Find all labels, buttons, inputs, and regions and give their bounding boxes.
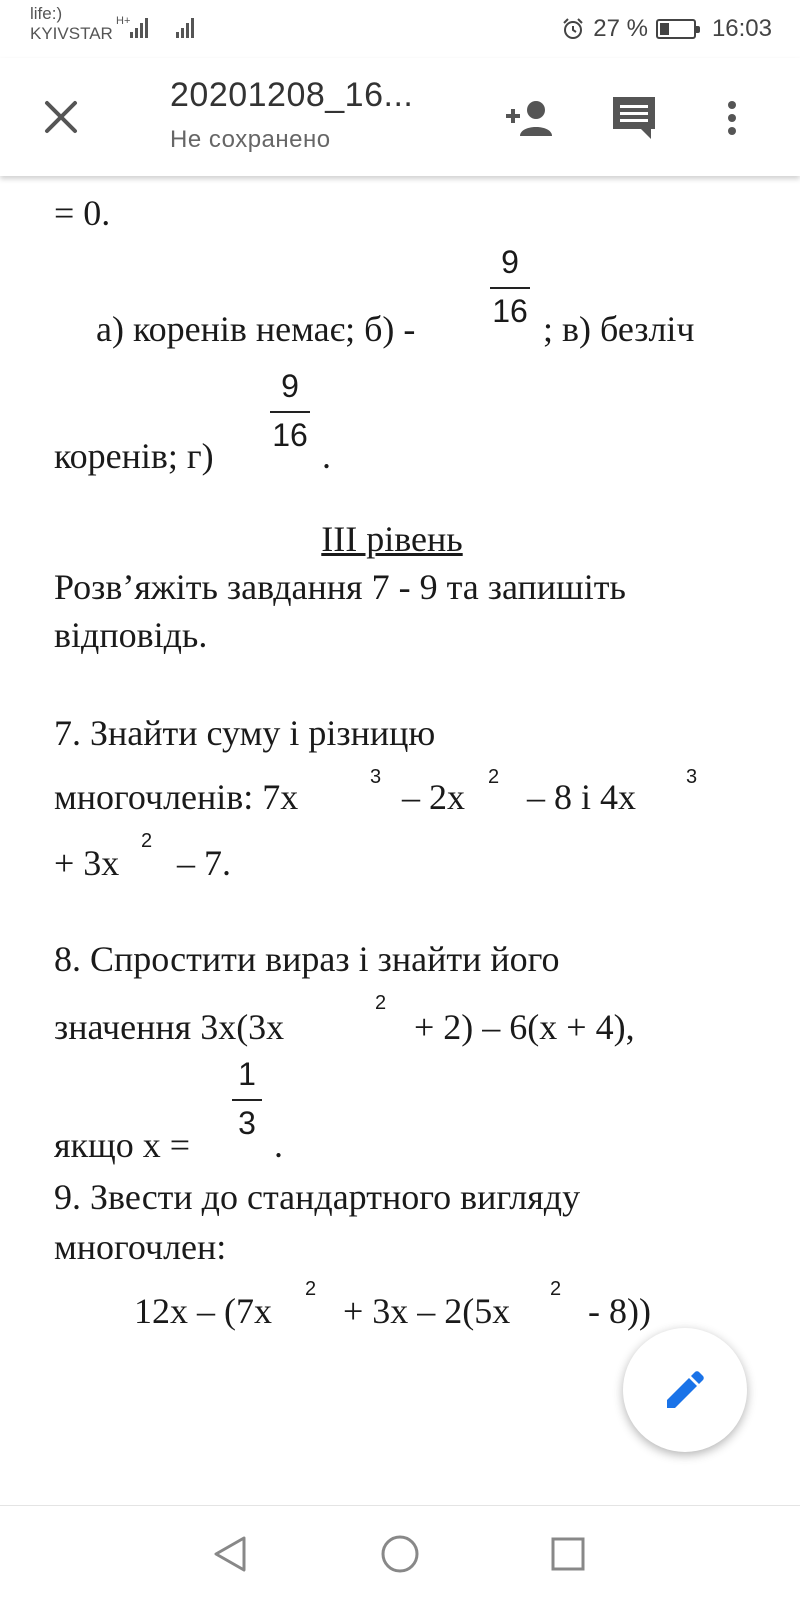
share-button[interactable]: [500, 88, 560, 148]
home-button[interactable]: [370, 1524, 430, 1584]
q8-fraction: [232, 1056, 262, 1142]
q7-l3-part-a: + 3х: [54, 843, 120, 883]
q9-l3-exponent-1: 2: [305, 1278, 317, 1300]
back-button[interactable]: [200, 1524, 260, 1584]
system-nav-bar: [0, 1505, 800, 1601]
q9-line2: многочлен:: [54, 1227, 227, 1267]
back-triangle-icon: [212, 1535, 248, 1573]
q7-line1: 7. Знайти суму і різницю: [54, 713, 436, 753]
q7-l3-exponent: 2: [141, 830, 153, 852]
more-options-button[interactable]: [712, 88, 752, 148]
frac-numerator: 9: [281, 368, 299, 404]
add-person-icon: [504, 98, 556, 138]
q6-option-a: а) коренів немає; б) -: [96, 309, 416, 349]
battery-percent: 27 %: [593, 15, 648, 42]
frac-numerator: 1: [238, 1056, 256, 1092]
q8-l2-part-a: значення 3х(3х: [54, 1007, 285, 1047]
network-type-label: H+: [116, 15, 131, 27]
level-instruction-1: Розв’яжіть завдання 7 - 9 та запишіть: [54, 567, 626, 607]
q7-l2-exponent-3: 3: [686, 766, 698, 788]
q8-l2-part-b: + 2) – 6(х + 4),: [414, 1007, 635, 1047]
q9-l3-part-b: + 3х – 2(5х: [343, 1291, 511, 1331]
app-bar: [0, 58, 800, 176]
q8-l3-part-a: якщо х =: [54, 1125, 191, 1165]
q6-option-d: коренів; г): [54, 436, 214, 476]
q8-l3-end: .: [274, 1125, 283, 1165]
save-status: Не сохранено: [170, 126, 331, 153]
frac-denominator: 16: [492, 293, 528, 329]
q7-l2-part-c: – 8 і 4х: [527, 777, 637, 817]
signal-icon: [116, 12, 206, 42]
carrier-line2: KYIVSTAR: [30, 24, 113, 43]
frac-denominator: 16: [272, 417, 308, 453]
q7-l3-part-b: – 7.: [177, 843, 231, 883]
recents-button[interactable]: [538, 1524, 598, 1584]
battery-icon: [656, 19, 696, 39]
level-instruction-2: відповідь.: [54, 615, 208, 655]
carrier-line1: life:): [30, 4, 63, 23]
status-bar: [0, 0, 800, 58]
recents-square-icon: [550, 1536, 586, 1572]
q7-l2-exponent-2: 2: [488, 766, 500, 788]
level-heading: ІІІ рівень: [321, 519, 463, 559]
close-icon: [44, 100, 78, 134]
clock: 16:03: [711, 15, 772, 42]
home-circle-icon: [380, 1534, 420, 1574]
q9-l3-part-a: 12х – (7х: [134, 1291, 272, 1331]
edit-fab-button[interactable]: [623, 1328, 747, 1452]
q7-l2-part-b: – 2х: [402, 777, 465, 817]
carrier-label: [30, 4, 113, 44]
comments-button[interactable]: [604, 88, 664, 148]
close-button[interactable]: [36, 92, 86, 142]
document-title: 20201208_16...: [170, 76, 414, 114]
q8-line1: 8. Спростити вираз і знайти його: [54, 939, 560, 979]
frac-numerator: 9: [501, 244, 519, 280]
alarm-icon: [561, 17, 585, 41]
more-vert-icon: [727, 100, 737, 136]
q8-l2-exponent: 2: [375, 992, 387, 1014]
q6-option-c: ; в) безліч: [543, 309, 695, 349]
document-page[interactable]: [0, 150, 800, 1500]
q7-l2-exponent-1: 3: [370, 766, 382, 788]
comment-icon: [611, 95, 657, 141]
edit-pencil-icon: [663, 1368, 707, 1412]
q9-l3-exponent-2: 2: [550, 1278, 562, 1300]
q6-end-period: .: [322, 436, 331, 476]
q6-fraction-b: [490, 244, 530, 330]
q9-l3-part-c: - 8)): [588, 1291, 651, 1331]
frac-denominator: 3: [238, 1105, 256, 1141]
q6-fraction-d: [270, 368, 310, 454]
q6-equation-end: = 0.: [54, 193, 111, 233]
q9-line1: 9. Звести до стандартного вигляду: [54, 1177, 581, 1217]
q7-l2-part-a: многочленів: 7х: [54, 777, 299, 817]
status-right: [561, 14, 772, 44]
